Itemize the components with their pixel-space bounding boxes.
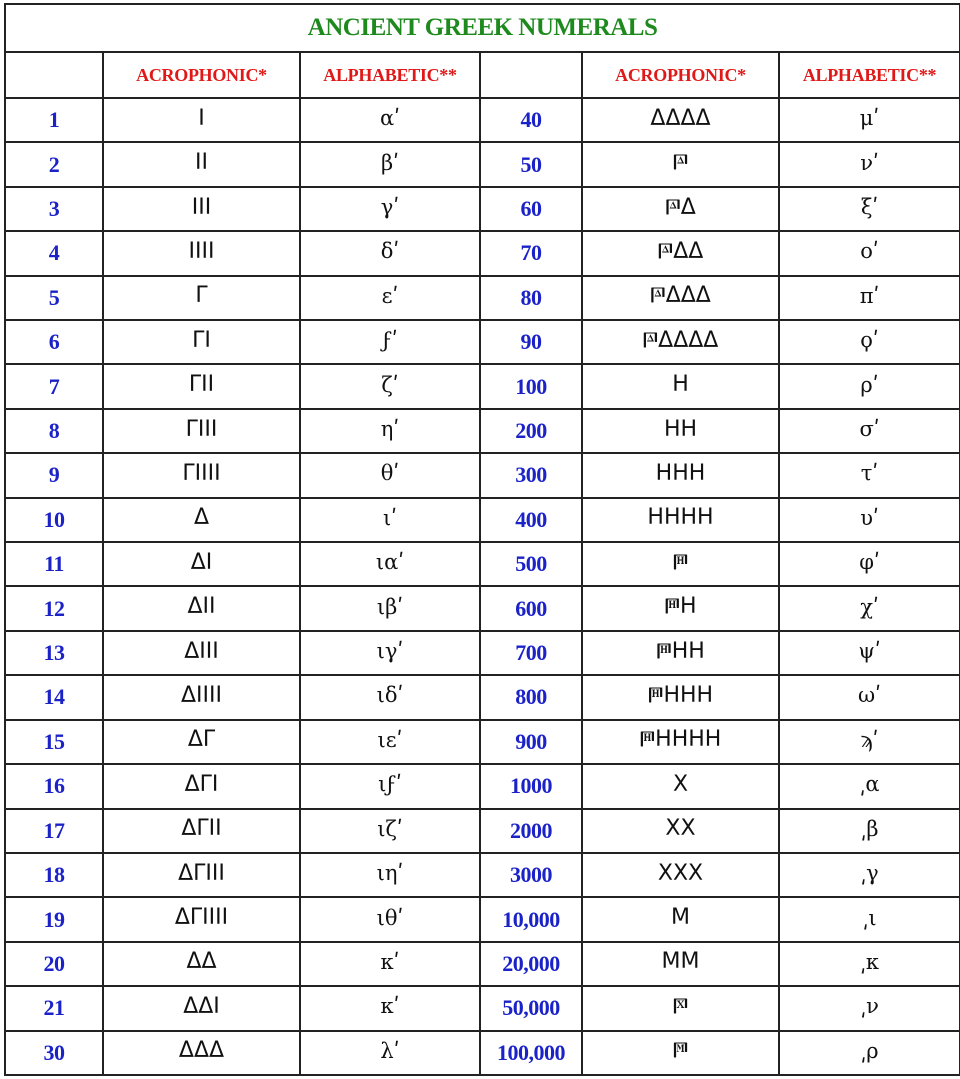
number-left-value: 18	[43, 862, 65, 888]
alphabetic-left-cell	[300, 142, 480, 186]
alphabetic-right-value: τʹ	[860, 461, 879, 486]
alphabetic-right-cell	[779, 631, 960, 675]
number-left-cell	[5, 586, 103, 630]
number-right-cell	[480, 897, 582, 941]
alphabetic-left-cell	[300, 720, 480, 764]
alphabetic-left-cell	[300, 231, 480, 275]
number-right-value: 300	[515, 462, 547, 488]
number-right-cell	[480, 853, 582, 897]
alphabetic-left-value: βʹ	[381, 150, 399, 175]
number-right-value: 70	[520, 240, 542, 266]
acrophonic-left-cell	[103, 631, 300, 675]
acrophonic-right-value: 𐅄ΔΔΔΔ	[642, 327, 719, 353]
number-right-cell	[480, 409, 582, 453]
number-left-cell	[5, 231, 103, 275]
number-right-value: 80	[520, 284, 542, 310]
table-row	[5, 942, 960, 986]
acrophonic-left-cell	[103, 320, 300, 364]
acrophonic-left-cell	[103, 720, 300, 764]
number-left-value: 3	[48, 196, 60, 222]
alphabetic-left-cell	[300, 942, 480, 986]
number-right-cell	[480, 498, 582, 542]
acrophonic-left-cell	[103, 675, 300, 719]
alphabetic-right-value: ξʹ	[860, 195, 879, 220]
number-left-value: 30	[43, 1039, 65, 1065]
acrophonic-right-cell	[582, 897, 779, 941]
acrophonic-right-cell	[582, 276, 779, 320]
number-left-cell	[5, 675, 103, 719]
acrophonic-right-value: 𐅄ΔΔΔ	[650, 283, 711, 309]
alphabetic-right-cell	[779, 897, 960, 941]
acrophonic-left-cell	[103, 409, 300, 453]
alphabetic-left-cell	[300, 764, 480, 808]
alphabetic-left-cell	[300, 586, 480, 630]
acrophonic-left-cell	[103, 586, 300, 630]
acrophonic-right-value: 𐅅ΗΗ	[656, 638, 705, 664]
alphabetic-left-value: λʹ	[380, 1038, 400, 1063]
number-left-cell	[5, 498, 103, 542]
acrophonic-right-cell	[582, 498, 779, 542]
acrophonic-right-value: Η	[672, 372, 689, 398]
alphabetic-right-value: μʹ	[859, 106, 880, 131]
alphabetic-right-cell	[779, 409, 960, 453]
alphabetic-right-cell	[779, 498, 960, 542]
number-left-value: 7	[48, 373, 60, 399]
alphabetic-left-value: γʹ	[380, 195, 400, 220]
number-left-value: 12	[43, 595, 65, 621]
acrophonic-left-value: Ι	[198, 105, 205, 131]
number-left-value: 21	[43, 995, 65, 1021]
number-right-value: 200	[515, 418, 547, 444]
acrophonic-right-cell	[582, 98, 779, 142]
acrophonic-right-value: ΜΜ	[661, 949, 700, 975]
alphabetic-right-value: ͵γ	[860, 861, 879, 886]
acrophonic-right-cell	[582, 187, 779, 231]
alphabetic-right-cell	[779, 853, 960, 897]
alphabetic-left-value: ζʹ	[381, 372, 399, 397]
acrophonic-right-cell	[582, 231, 779, 275]
number-right-value: 90	[520, 329, 542, 355]
acrophonic-left-cell	[103, 809, 300, 853]
alphabetic-right-cell	[779, 764, 960, 808]
table-row	[5, 631, 960, 675]
table-row	[5, 809, 960, 853]
number-right-cell	[480, 1031, 582, 1075]
alphabetic-right-value: ψʹ	[858, 639, 881, 664]
alphabetic-right-value: ͵κ	[860, 949, 880, 974]
number-right-cell	[480, 453, 582, 497]
alphabetic-left-cell	[300, 631, 480, 675]
number-right-value: 2000	[510, 817, 552, 843]
alphabetic-left-value: δʹ	[380, 239, 400, 264]
acrophonic-right-cell	[582, 364, 779, 408]
alphabetic-right-value: πʹ	[859, 283, 880, 308]
acrophonic-right-value: ΧΧΧ	[657, 860, 704, 886]
header-acrophonic-right: ACROPHONIC*	[582, 52, 779, 98]
acrophonic-right-cell	[582, 720, 779, 764]
acrophonic-left-value: ΔΙΙΙ	[184, 638, 219, 664]
acrophonic-right-value: ΗΗ	[663, 416, 698, 442]
alphabetic-right-value: οʹ	[860, 239, 879, 264]
number-left-cell	[5, 764, 103, 808]
acrophonic-left-cell	[103, 231, 300, 275]
acrophonic-right-value: ΧΧ	[665, 816, 696, 842]
alphabetic-left-value: ιϝʹ	[378, 772, 402, 797]
table-row	[5, 586, 960, 630]
number-left-cell	[5, 364, 103, 408]
number-left-cell	[5, 320, 103, 364]
acrophonic-right-cell	[582, 142, 779, 186]
alphabetic-right-cell	[779, 542, 960, 586]
acrophonic-left-value: ΔΓΙΙΙ	[178, 860, 225, 886]
alphabetic-left-cell	[300, 453, 480, 497]
acrophonic-left-value: ΔΙ	[190, 549, 213, 575]
alphabetic-right-cell	[779, 1031, 960, 1075]
number-right-value: 600	[515, 595, 547, 621]
alphabetic-left-cell	[300, 897, 480, 941]
acrophonic-right-cell	[582, 942, 779, 986]
number-left-cell	[5, 276, 103, 320]
acrophonic-left-value: ΙΙ	[195, 150, 208, 176]
number-right-cell	[480, 542, 582, 586]
acrophonic-left-cell	[103, 276, 300, 320]
alphabetic-right-cell	[779, 142, 960, 186]
alphabetic-right-cell	[779, 942, 960, 986]
alphabetic-right-cell	[779, 320, 960, 364]
table-row	[5, 897, 960, 941]
number-right-cell	[480, 986, 582, 1030]
acrophonic-left-cell	[103, 897, 300, 941]
alphabetic-left-value: ιζʹ	[377, 816, 403, 841]
number-left-cell	[5, 986, 103, 1030]
number-right-value: 60	[520, 196, 542, 222]
table-row	[5, 187, 960, 231]
number-right-cell	[480, 809, 582, 853]
number-right-value: 40	[520, 107, 542, 133]
alphabetic-left-value: ιεʹ	[377, 727, 403, 752]
acrophonic-left-value: ΓΙΙΙΙ	[182, 460, 221, 486]
alphabetic-right-value: ωʹ	[858, 683, 882, 708]
alphabetic-left-value: ιγʹ	[376, 639, 404, 664]
alphabetic-left-value: θʹ	[380, 461, 400, 486]
acrophonic-left-value: ΔΙΙΙΙ	[180, 682, 222, 708]
acrophonic-left-cell	[103, 942, 300, 986]
number-right-cell	[480, 231, 582, 275]
number-left-cell	[5, 1031, 103, 1075]
header-alphabetic-right: ALPHABETIC**	[779, 52, 960, 98]
acrophonic-left-cell	[103, 187, 300, 231]
number-right-value: 50	[520, 151, 542, 177]
alphabetic-right-cell	[779, 809, 960, 853]
table-row	[5, 231, 960, 275]
acrophonic-right-cell	[582, 1031, 779, 1075]
number-left-cell	[5, 409, 103, 453]
acrophonic-left-value: ΓΙΙΙ	[185, 416, 218, 442]
number-right-value: 50,000	[502, 995, 560, 1021]
table-row	[5, 498, 960, 542]
acrophonic-right-value: ΔΔΔΔ	[650, 105, 711, 131]
number-left-cell	[5, 631, 103, 675]
alphabetic-right-value: ͵ρ	[860, 1038, 879, 1063]
number-left-cell	[5, 942, 103, 986]
header-alphabetic-left: ALPHABETIC**	[300, 52, 480, 98]
alphabetic-right-cell	[779, 98, 960, 142]
acrophonic-right-value: Μ	[671, 905, 690, 931]
acrophonic-left-cell	[103, 1031, 300, 1075]
acrophonic-left-value: ΔΔΔ	[178, 1038, 225, 1064]
alphabetic-right-cell	[779, 586, 960, 630]
alphabetic-left-value: ιαʹ	[375, 550, 405, 575]
alphabetic-right-cell	[779, 720, 960, 764]
acrophonic-right-value: ΗΗΗ	[655, 460, 706, 486]
acrophonic-right-value: 𐅆	[672, 993, 689, 1019]
table-row	[5, 453, 960, 497]
header-acrophonic-left: ACROPHONIC*	[103, 52, 300, 98]
acrophonic-left-value: ΔΓΙΙ	[181, 816, 222, 842]
acrophonic-left-value: Δ	[193, 505, 210, 531]
alphabetic-left-value: εʹ	[381, 283, 399, 308]
number-right-value: 800	[515, 684, 547, 710]
number-left-value: 20	[43, 950, 65, 976]
alphabetic-left-value: ιθʹ	[376, 905, 404, 930]
number-left-value: 15	[43, 728, 65, 754]
alphabetic-left-cell	[300, 542, 480, 586]
table-row	[5, 320, 960, 364]
acrophonic-right-value: ΗΗΗΗ	[647, 505, 714, 531]
acrophonic-right-value: 𐅄ΔΔ	[657, 238, 704, 264]
header-blank-right	[480, 52, 582, 98]
alphabetic-left-cell	[300, 364, 480, 408]
alphabetic-left-cell	[300, 276, 480, 320]
alphabetic-left-value: αʹ	[379, 106, 401, 131]
acrophonic-right-value: 𐅅ΗΗΗ	[647, 682, 714, 708]
number-left-cell	[5, 897, 103, 941]
alphabetic-right-cell	[779, 453, 960, 497]
number-right-cell	[480, 720, 582, 764]
acrophonic-right-value: 𐅄	[672, 150, 689, 176]
acrophonic-left-value: ΔΓΙΙΙΙ	[174, 905, 229, 931]
number-right-cell	[480, 631, 582, 675]
alphabetic-left-cell	[300, 498, 480, 542]
alphabetic-left-cell	[300, 986, 480, 1030]
number-right-cell	[480, 187, 582, 231]
table-row	[5, 1031, 960, 1075]
acrophonic-right-cell	[582, 764, 779, 808]
table-row	[5, 409, 960, 453]
alphabetic-right-value: ρʹ	[860, 372, 879, 397]
table-row	[5, 720, 960, 764]
number-left-value: 6	[48, 329, 60, 355]
alphabetic-right-value: υʹ	[860, 505, 879, 530]
alphabetic-right-value: νʹ	[860, 150, 879, 175]
number-left-cell	[5, 809, 103, 853]
alphabetic-right-value: ͵ι	[862, 905, 877, 930]
acrophonic-right-cell	[582, 586, 779, 630]
number-left-cell	[5, 542, 103, 586]
number-left-value: 2	[48, 151, 60, 177]
alphabetic-left-cell	[300, 853, 480, 897]
acrophonic-right-cell	[582, 542, 779, 586]
acrophonic-right-cell	[582, 986, 779, 1030]
table-row	[5, 276, 960, 320]
table-row	[5, 986, 960, 1030]
alphabetic-right-value: φʹ	[859, 550, 880, 575]
number-left-value: 10	[43, 506, 65, 532]
acrophonic-left-value: ΔΔΙ	[183, 993, 220, 1019]
alphabetic-left-cell	[300, 675, 480, 719]
acrophonic-left-cell	[103, 853, 300, 897]
header-blank-left	[5, 52, 103, 98]
acrophonic-left-value: ΙΙΙ	[191, 194, 212, 220]
number-right-cell	[480, 764, 582, 808]
number-left-value: 17	[43, 817, 65, 843]
alphabetic-right-cell	[779, 364, 960, 408]
number-left-value: 8	[48, 418, 60, 444]
acrophonic-left-value: ΓΙ	[192, 327, 211, 353]
alphabetic-left-value: κʹ	[380, 994, 400, 1019]
acrophonic-right-cell	[582, 675, 779, 719]
table-title: ANCIENT GREEK NUMERALS	[5, 4, 960, 52]
greek-numerals-table	[4, 3, 960, 1076]
acrophonic-right-value: 𐅅ΗΗΗΗ	[639, 727, 722, 753]
acrophonic-left-value: ΔΔ	[186, 949, 217, 975]
number-left-cell	[5, 142, 103, 186]
number-left-cell	[5, 453, 103, 497]
alphabetic-left-cell	[300, 98, 480, 142]
number-right-value: 700	[515, 640, 547, 666]
table-row	[5, 142, 960, 186]
alphabetic-left-value: ιʹ	[382, 505, 398, 530]
acrophonic-left-cell	[103, 98, 300, 142]
number-right-value: 400	[515, 506, 547, 532]
alphabetic-left-value: ιηʹ	[376, 861, 404, 886]
acrophonic-right-cell	[582, 453, 779, 497]
number-left-value: 1	[48, 107, 60, 133]
number-right-cell	[480, 320, 582, 364]
acrophonic-right-cell	[582, 320, 779, 364]
acrophonic-left-cell	[103, 453, 300, 497]
number-right-value: 10,000	[502, 906, 560, 932]
alphabetic-left-value: ιβʹ	[376, 594, 404, 619]
alphabetic-right-value: ͵ν	[860, 994, 879, 1019]
number-left-cell	[5, 187, 103, 231]
alphabetic-left-value: ϝʹ	[382, 328, 398, 353]
alphabetic-left-value: ηʹ	[380, 417, 400, 442]
acrophonic-right-value: 𐅅Η	[664, 594, 697, 620]
number-left-value: 9	[48, 462, 60, 488]
alphabetic-left-cell	[300, 1031, 480, 1075]
acrophonic-left-cell	[103, 498, 300, 542]
table-row	[5, 364, 960, 408]
acrophonic-left-value: ΔΙΙ	[187, 594, 216, 620]
number-right-cell	[480, 142, 582, 186]
acrophonic-right-value: 𐅇	[672, 1038, 689, 1064]
number-left-cell	[5, 720, 103, 764]
number-left-value: 14	[43, 684, 65, 710]
acrophonic-left-cell	[103, 764, 300, 808]
acrophonic-left-cell	[103, 986, 300, 1030]
alphabetic-right-cell	[779, 675, 960, 719]
number-left-value: 13	[43, 640, 65, 666]
acrophonic-left-cell	[103, 142, 300, 186]
number-left-value: 11	[44, 551, 64, 577]
alphabetic-right-cell	[779, 187, 960, 231]
number-left-value: 4	[48, 240, 60, 266]
number-right-cell	[480, 586, 582, 630]
acrophonic-right-value: 𐅅	[672, 549, 689, 575]
acrophonic-right-value: Χ	[672, 771, 689, 797]
number-left-cell	[5, 98, 103, 142]
acrophonic-right-cell	[582, 853, 779, 897]
alphabetic-right-value: χʹ	[860, 594, 879, 619]
number-right-cell	[480, 276, 582, 320]
acrophonic-left-cell	[103, 364, 300, 408]
number-right-value: 100,000	[497, 1039, 565, 1065]
acrophonic-left-value: ΔΓΙ	[184, 771, 219, 797]
number-right-value: 1000	[510, 773, 552, 799]
alphabetic-right-value: ϙʹ	[860, 328, 879, 353]
number-right-value: 3000	[510, 862, 552, 888]
table-row	[5, 98, 960, 142]
number-right-cell	[480, 942, 582, 986]
alphabetic-left-cell	[300, 187, 480, 231]
acrophonic-right-cell	[582, 809, 779, 853]
number-right-cell	[480, 675, 582, 719]
alphabetic-left-cell	[300, 409, 480, 453]
number-right-value: 500	[515, 551, 547, 577]
alphabetic-right-cell	[779, 231, 960, 275]
alphabetic-left-cell	[300, 320, 480, 364]
number-right-value: 900	[515, 728, 547, 754]
number-left-value: 19	[43, 906, 65, 932]
number-left-value: 5	[48, 284, 60, 310]
number-right-cell	[480, 364, 582, 408]
alphabetic-left-value: κʹ	[380, 949, 400, 974]
number-right-cell	[480, 98, 582, 142]
table-row	[5, 675, 960, 719]
number-left-value: 16	[43, 773, 65, 799]
alphabetic-right-value: ͵β	[860, 816, 879, 841]
alphabetic-right-value: σʹ	[859, 417, 880, 442]
number-right-value: 100	[515, 373, 547, 399]
acrophonic-right-cell	[582, 409, 779, 453]
alphabetic-left-value: ιδʹ	[376, 683, 404, 708]
acrophonic-left-value: ΙΙΙΙ	[188, 238, 215, 264]
table-row	[5, 542, 960, 586]
acrophonic-right-cell	[582, 631, 779, 675]
acrophonic-left-value: ΓΙΙ	[188, 372, 215, 398]
acrophonic-left-value: Γ	[195, 283, 208, 309]
acrophonic-right-value: 𐅄Δ	[665, 194, 696, 220]
alphabetic-left-cell	[300, 809, 480, 853]
acrophonic-left-cell	[103, 542, 300, 586]
table-row	[5, 853, 960, 897]
table-row	[5, 764, 960, 808]
alphabetic-right-cell	[779, 276, 960, 320]
alphabetic-right-value: ͵α	[859, 772, 880, 797]
alphabetic-right-cell	[779, 986, 960, 1030]
acrophonic-left-value: ΔΓ	[187, 727, 216, 753]
alphabetic-right-value: ϡʹ	[860, 727, 879, 752]
number-right-value: 20,000	[502, 950, 560, 976]
number-left-cell	[5, 853, 103, 897]
